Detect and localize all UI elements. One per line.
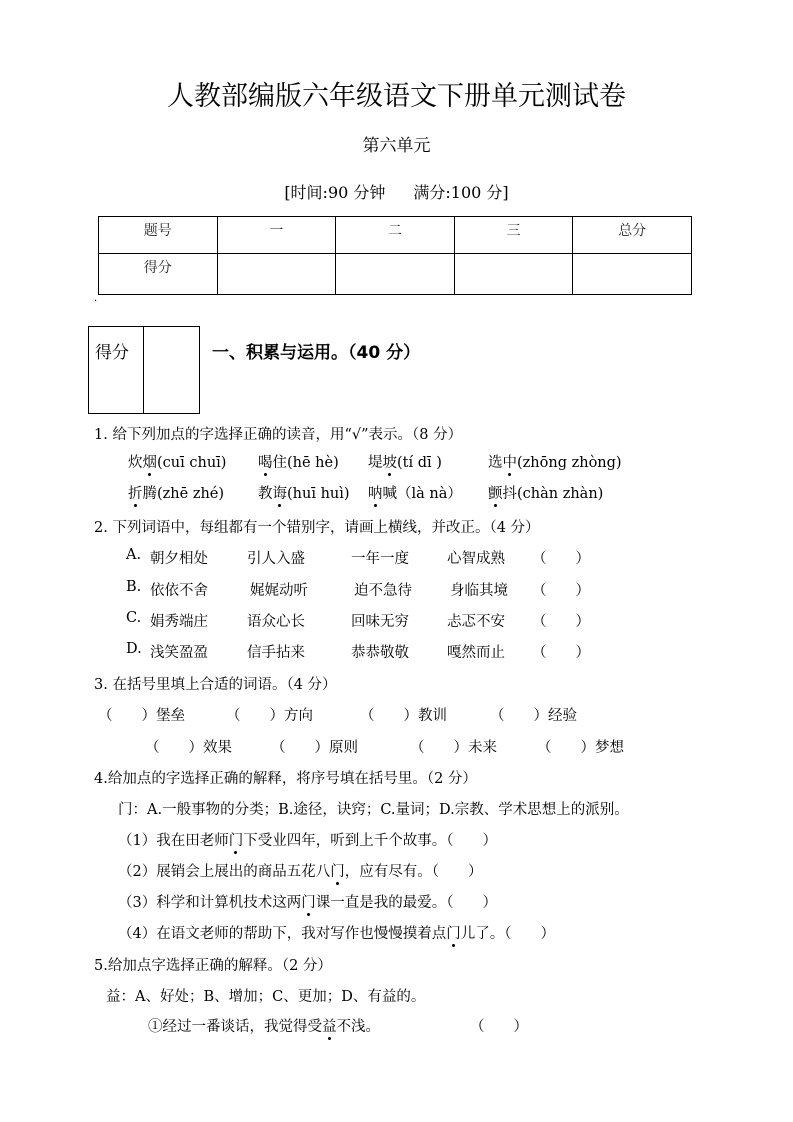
dotted-char: 喝	[258, 455, 273, 471]
score-cell[interactable]	[454, 254, 573, 295]
score-table-header: 二	[336, 217, 455, 254]
score-box-divider	[143, 327, 144, 413]
q4-item: （1）我在田老师门下受业四年，听到上千个故事。（ ）	[118, 833, 497, 849]
score-cell[interactable]	[336, 254, 455, 295]
dotted-char: 颤	[488, 486, 503, 502]
dotted-char: 诲	[272, 486, 287, 502]
q4-item: （4）在语文老师的帮助下，我对写作也慢慢摸着点门儿了。（ ）	[118, 926, 555, 942]
q2-word: 身临其境	[450, 583, 508, 599]
q2-option-letter: C.	[126, 610, 142, 626]
dotted-char: 门	[330, 864, 345, 880]
q2-word: 浅笑盈盈	[150, 645, 208, 661]
score-table-header: 总分	[573, 217, 692, 254]
question-1-prompt: 1. 给下列加点的字选择正确的读音，用“√”表示。（8 分）	[94, 427, 463, 443]
score-table-header: 三	[454, 217, 573, 254]
q1-item: 堤坡(tí dī )	[368, 455, 442, 471]
dotted-char: 益	[322, 1019, 337, 1035]
q5-definitions: 益：A、好处；B、增加；C、更加；D、有益的。	[106, 989, 426, 1005]
dotted-char: 门	[446, 926, 461, 942]
stray-mark: ·	[94, 296, 98, 307]
score-cell[interactable]	[573, 254, 692, 295]
q2-option-letter: D.	[126, 641, 142, 657]
q3-fill-item[interactable]: （ ）经验	[490, 708, 577, 724]
question-5-prompt: 5.给加点字选择正确的解释。（2 分）	[94, 958, 332, 974]
score-row-label: 得分	[99, 254, 218, 295]
q2-option-letter: B.	[126, 579, 142, 595]
question-3-prompt: 3. 在括号里填上合适的词语。（4 分）	[94, 677, 337, 693]
time-limit: [时间:90 分钟	[284, 183, 386, 202]
q4-item: （3）科学和计算机技术这两门课一直是我的最爱。（ ）	[118, 895, 497, 911]
question-2-prompt: 2. 下列词语中，每组都有一个错别字，请画上横线，并改正。（4 分）	[94, 520, 540, 536]
q2-word: 语众心长	[247, 614, 305, 630]
q2-word: 嘎然而止	[447, 645, 505, 661]
q5-answer-blank[interactable]: （ ）	[470, 1019, 528, 1035]
section-title: 一、积累与运用。（40 分）	[212, 343, 421, 363]
q2-answer-blank[interactable]: （ ）	[532, 614, 590, 630]
dotted-char: 烟	[142, 455, 157, 471]
q1-item: 选中(zhōng zhòng)	[488, 455, 622, 471]
q2-answer-blank[interactable]: （ ）	[532, 645, 590, 661]
q3-fill-item[interactable]: （ ）效果	[145, 740, 232, 756]
q1-item: 喝住(hē hè)	[258, 455, 339, 471]
full-score: 满分:100 分]	[413, 183, 509, 202]
q1-item: 折腾(zhē zhé)	[128, 486, 225, 502]
q2-word: 朝夕相处	[150, 551, 208, 567]
question-4-prompt: 4.给加点的字选择正确的解释，将序号填在括号里。（2 分）	[94, 771, 477, 787]
q2-word: 娟秀端庄	[150, 614, 208, 630]
q4-item: （2）展销会上展出的商品五花八门，应有尽有。（ ）	[118, 864, 483, 880]
q1-item: 炊烟(cuī chuī)	[128, 455, 227, 471]
score-cell[interactable]	[217, 254, 336, 295]
section-score-box	[88, 326, 200, 414]
q2-word: 忐忑不安	[447, 614, 505, 630]
q4-definitions: 门：A.一般事物的分类；B.途径，诀窍；C.量词；D.宗教、学术思想上的派别。	[118, 802, 629, 818]
q3-fill-item[interactable]: （ ）方向	[226, 708, 313, 724]
q1-item: 呐喊（là nà）	[368, 486, 462, 502]
score-table	[98, 216, 692, 295]
page-title: 人教部编版六年级语文下册单元测试卷	[167, 81, 626, 112]
dotted-char: 呐	[368, 486, 383, 502]
q2-word: 依依不舍	[150, 583, 208, 599]
score-table-header: 题号	[99, 217, 218, 254]
dotted-char: 门	[301, 895, 316, 911]
q3-fill-item[interactable]: （ ）原则	[271, 740, 358, 756]
q5-item: ①经过一番谈话，我觉得受益不浅。	[148, 1019, 380, 1035]
q1-item: 教诲(huī huì)	[258, 486, 350, 502]
q2-answer-blank[interactable]: （ ）	[532, 551, 590, 567]
q3-fill-item[interactable]: （ ）未来	[410, 740, 497, 756]
q2-word: 一年一度	[351, 551, 409, 567]
q2-word: 引人入盛	[247, 551, 305, 567]
dotted-char: 折	[128, 486, 143, 502]
q2-word: 回味无穷	[351, 614, 409, 630]
q2-word: 恭恭敬敬	[351, 645, 409, 661]
q2-word: 迫不急待	[354, 583, 412, 599]
dotted-char: 门	[228, 833, 244, 849]
dotted-char: 坡	[382, 455, 397, 471]
score-table-header-row	[99, 217, 692, 254]
q2-option-letter: A.	[126, 547, 142, 563]
q2-word: 信手拈来	[247, 645, 305, 661]
q2-answer-blank[interactable]: （ ）	[532, 583, 590, 599]
q2-word: 娓娓动听	[250, 583, 308, 599]
unit-subtitle: 第六单元	[362, 136, 431, 156]
q2-word: 心智成熟	[447, 551, 505, 567]
score-table-header: 一	[217, 217, 336, 254]
q1-item: 颤抖(chàn zhàn)	[488, 486, 604, 502]
exam-info	[0, 180, 793, 203]
score-table-score-row	[99, 254, 692, 295]
dotted-char: 中	[502, 455, 517, 471]
q3-fill-item[interactable]: （ ）教训	[360, 708, 447, 724]
q3-fill-item[interactable]: （ ）堡垒	[98, 708, 185, 724]
q3-fill-item[interactable]: （ ）梦想	[537, 740, 624, 756]
score-box-label: 得分	[95, 343, 129, 363]
